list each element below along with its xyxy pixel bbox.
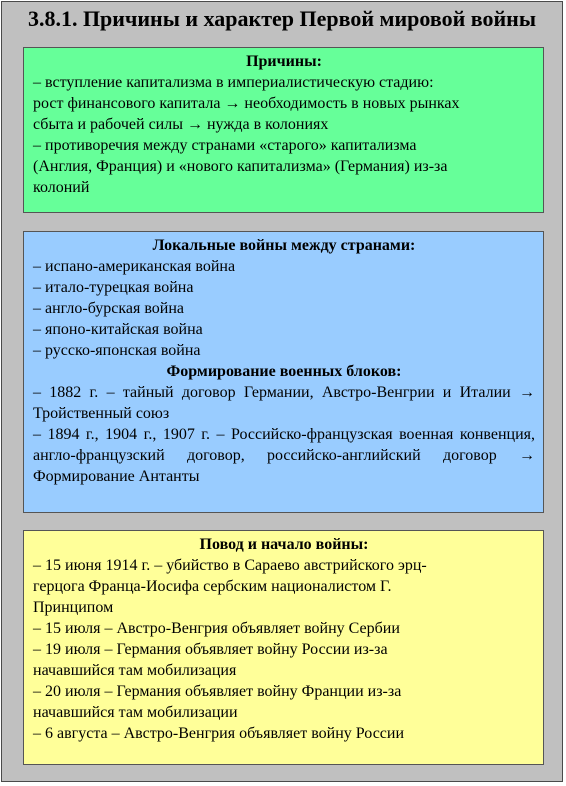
wars-and-blocs-panel — [23, 231, 544, 513]
bloc-item-entente: – 1894 г., 1904 г., 1907 г. – Российско-французская военная конвенция, англо-французский договор, российско-английский договор → Формирование Антанты — [33, 426, 535, 485]
war-start-line: – 6 августа – Австро-Венгрия объявляет войну России — [33, 725, 405, 742]
bloc-item-triple-alliance: – 1882 г. – тайный договор Германии, Австро-Венгрии и Италии → Тройственный союз — [33, 384, 535, 422]
blocs-heading: Формирование военных блоков: — [166, 363, 402, 380]
causes-line: колоний — [33, 179, 90, 196]
causes-line: (Англия, Франция) и «нового капитализма» (Германия) из-за — [33, 158, 448, 175]
causes-panel — [23, 47, 544, 213]
war-start-heading: Повод и начало войны: — [199, 536, 369, 553]
war-start-line: герцога Франца-Иосифа сербским националистом Г. — [33, 578, 392, 595]
war-start-line: – 19 июля – Германия объявляет войну России из-за — [33, 641, 388, 658]
local-war-item: – итало-турецкая война — [33, 279, 194, 296]
local-war-item: – японо-китайская война — [33, 321, 203, 338]
local-war-item: – англо-бурская война — [33, 300, 185, 317]
war-start-line: – 15 июня 1914 г. – убийство в Сараево австрийского эрц- — [33, 557, 427, 574]
causes-line: рост финансового капитала → необходимость в новых рынках — [33, 95, 460, 112]
war-start-line: Принципом — [33, 599, 114, 616]
causes-line: – противоречия между странами «старого» капитализма — [33, 137, 417, 154]
war-start-line: – 20 июля – Германия объявляет войну Франции из-за — [33, 683, 402, 700]
causes-line: сбыта и рабочей силы → нужда в колониях — [33, 116, 329, 133]
page-title: 3.8.1. Причины и характер Первой мировой войны — [27, 7, 537, 31]
local-wars-heading: Локальные войны между странами: — [152, 237, 416, 254]
war-start-line: начавшийся там мобилизации — [33, 704, 238, 721]
local-war-item: – испано-американская война — [33, 258, 236, 275]
causes-line: – вступление капитализма в империалистическую стадию: — [33, 74, 434, 91]
causes-heading: Причины: — [246, 53, 322, 70]
war-start-line: – 15 июля – Австро-Венгрия объявляет войну Сербии — [33, 620, 400, 637]
local-war-item: – русско-японская война — [33, 342, 201, 359]
war-start-line: начавшийся там мобилизация — [33, 662, 237, 679]
diagram-frame — [1, 1, 563, 782]
war-start-panel — [23, 530, 544, 765]
